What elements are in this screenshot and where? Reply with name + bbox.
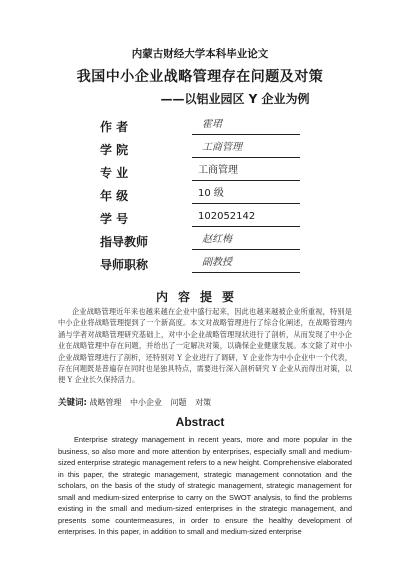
- info-label: 导师职称: [100, 258, 149, 272]
- keyword: 中小企业: [130, 398, 162, 407]
- abstract-en-body: Enterprise strategy management in recent years, more and more popular in the business, so also more and more attention by enterprises, especially small and medium-sized enterprise strategic management refers to a new height. Comprehensive elaborated in this paper, the strategic management, strategic management connotation and the scholars, on the basis of the study of strategic management, strategic management for small and medium-sized enterprise to carry on the SWOT analysis, to find the problems existing in the small and medium-sized enterprises in the strategic management, and presents some countermeasures, in order to ensure the healthy development of enterprises. In this paper, in addition to small and medium-sized enterprise: [58, 435, 352, 536]
- info-value-student-id: 102052142: [192, 208, 300, 227]
- abstract-cn-heading: 内容提要: [155, 290, 244, 304]
- info-row-advisor-title: [100, 250, 300, 273]
- thesis-title: 我国中小企业战略管理存在问题及对策: [76, 69, 324, 85]
- info-value-author: 霍珺: [192, 116, 300, 135]
- info-value-advisor: 赵红梅: [192, 231, 300, 250]
- info-row-college: [100, 135, 300, 158]
- info-row-advisor: [100, 227, 300, 250]
- abstract-cn-body: 企业战略管理近年来也越来越在企业中盛行起来，因此也越来越被企业所重视，特别是中小企业将战略管理提到了一个新高度。本文对战略管理进行了综合化阐述，在战略管理内涵与学者对战略管理研究基础上，对中小企业战略管理现状进行了剖析，从而发现了中小企业在战略管理中存在问题，并给出了一定解决对策，以确保企业健康发展。本文除了对中小企业战略管理进行了剖析，还特别对 Y 企业进行了调研，Y 企业作为中小企业中一个代表，存在问题既是普遍存在同时也是独具特点，需要进行深入剖析研究 Y 企业从而得出对策，以便 Y 企业长久保持活力。: [58, 307, 352, 385]
- abstract-en-heading: Abstract: [175, 415, 225, 429]
- author-info-block: [100, 112, 300, 273]
- info-value-major: 工商管理: [192, 162, 300, 181]
- info-label: 学 院: [100, 143, 129, 157]
- info-label: 学 号: [100, 212, 129, 226]
- info-row-author: [100, 112, 300, 135]
- keywords-label: 关键词:: [58, 398, 87, 408]
- keyword: 战略管理: [89, 398, 122, 407]
- info-label: 指导教师: [100, 235, 149, 249]
- info-label: 作 者: [100, 120, 129, 134]
- info-row-major: [100, 158, 300, 181]
- info-row-student-id: [100, 204, 300, 227]
- university-header: 内蒙古财经大学本科毕业论文: [131, 48, 269, 60]
- keyword: 问题: [170, 398, 187, 407]
- thesis-subtitle: ——以铝业园区 Y 企业为例: [160, 92, 310, 106]
- info-value-college: 工商管理: [192, 139, 300, 158]
- info-label: 年 级: [100, 189, 129, 203]
- keyword: 对策: [195, 398, 212, 407]
- keywords-line: [58, 396, 352, 408]
- info-value-grade: 10 级: [192, 185, 300, 204]
- info-label: 专 业: [100, 166, 129, 180]
- info-value-advisor-title: 副教授: [192, 254, 300, 273]
- info-row-grade: [100, 181, 300, 204]
